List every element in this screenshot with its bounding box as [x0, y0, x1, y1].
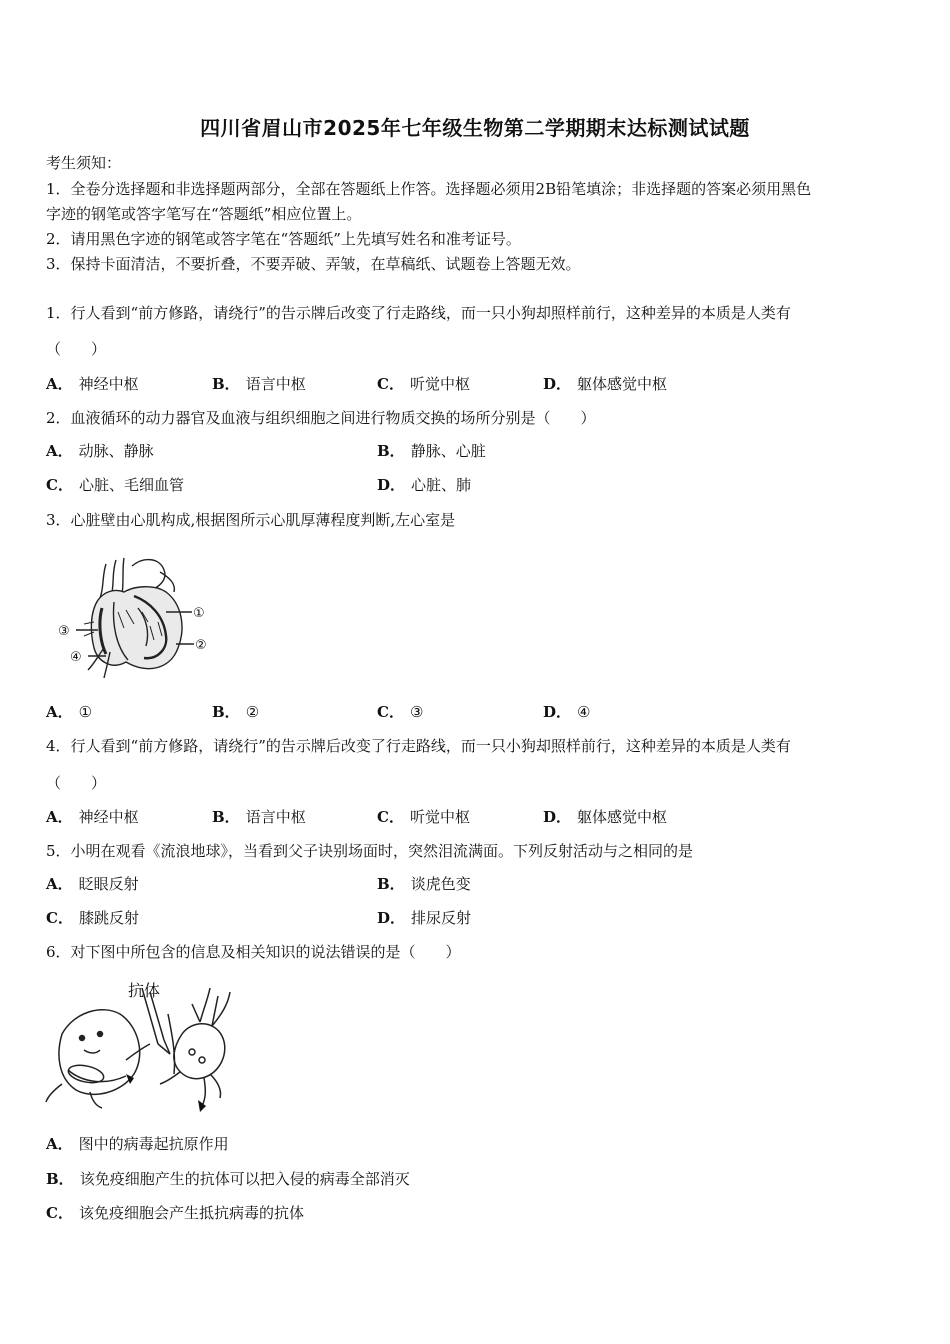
option-letter: C． [377, 808, 404, 826]
figure-label: ③ [58, 624, 70, 639]
option-letter: C． [46, 1204, 73, 1222]
question-stem: 1．行人看到“前方修路，请绕行”的告示牌后改变了行走路线，而一只小狗却照样前行，这种差异的本质是人类有 [46, 304, 791, 322]
option-letter: D． [377, 476, 406, 494]
notice-line: 2．请用黑色字迹的钢笔或答字笔在“答题纸”上先填写姓名和准考证号。 [46, 230, 521, 248]
question-stem: 2．血液循环的动力器官及血液与组织细胞之间进行物质交换的场所分别是（ ） [46, 409, 596, 427]
question-bracket: （ ） [46, 774, 107, 792]
option-text: 心脏、毛细血管 [78, 476, 184, 494]
option-d [377, 474, 471, 495]
question-stem: 4．行人看到“前方修路，请绕行”的告示牌后改变了行走路线，而一只小狗却照样前行，这种差异的本质是人类有 [46, 737, 791, 755]
option-letter: D． [377, 909, 406, 927]
option-a [46, 701, 92, 722]
option-c [377, 373, 470, 394]
notice-line: 3．保持卡面清洁，不要折叠，不要弄破、弄皱，在草稿纸、试题卷上答题无效。 [46, 255, 581, 273]
option-letter: C． [377, 375, 404, 393]
option-text: 躯体感觉中枢 [577, 808, 668, 826]
option-a [46, 806, 139, 827]
option-text: 躯体感觉中枢 [577, 375, 668, 393]
option-c [46, 1202, 304, 1223]
option-a [46, 373, 139, 394]
option-d [377, 907, 471, 928]
question-stem: 6．对下图中所包含的信息及相关知识的说法错误的是（ ） [46, 943, 461, 961]
option-text: 神经中枢 [78, 808, 139, 826]
option-text: 心脏、肺 [411, 476, 472, 494]
option-letter: B． [212, 703, 240, 721]
option-letter: A． [46, 808, 73, 826]
option-letter: B． [46, 1170, 74, 1188]
option-letter: B． [212, 375, 240, 393]
option-letter: C． [46, 476, 73, 494]
antibody-virus-diagram [42, 974, 242, 1114]
option-letter: D． [543, 375, 572, 393]
option-a [46, 1133, 229, 1154]
option-text: ④ [577, 703, 591, 721]
option-text: 听觉中枢 [409, 808, 470, 826]
question-stem: 5．小明在观看《流浪地球》，当看到父子诀别场面时，突然泪流满面。下列反射活动与之相同的是 [46, 842, 694, 860]
option-letter: A． [46, 703, 73, 721]
option-text: 听觉中枢 [409, 375, 470, 393]
option-text: ③ [409, 703, 424, 721]
option-d [543, 806, 667, 827]
option-d [543, 701, 590, 722]
option-text: 排尿反射 [411, 909, 472, 927]
question-bracket: （ ） [46, 340, 107, 358]
notice-heading: 考生须知： [46, 154, 122, 172]
option-c [377, 701, 423, 722]
notice-line: 1．全卷分选择题和非选择题两部分，全部在答题纸上作答。选择题必须用2B铅笔填涂；非选择题的答案必须用黑色 [46, 180, 812, 198]
option-letter: D． [543, 703, 572, 721]
option-text: 语言中枢 [245, 808, 306, 826]
option-text: ① [78, 703, 93, 721]
figure-label: ① [193, 606, 205, 621]
figure-label: 抗体 [128, 981, 161, 1000]
option-letter: A． [46, 375, 73, 393]
option-text: 该免疫细胞产生的抗体可以把入侵的病毒全部消灭 [79, 1170, 410, 1188]
option-text: 静脉、心脏 [410, 442, 486, 460]
option-text: ② [245, 703, 260, 721]
option-letter: A． [46, 875, 73, 893]
option-b [377, 440, 486, 461]
option-text: 动脉、静脉 [78, 442, 154, 460]
option-b [377, 873, 471, 894]
option-a [46, 440, 154, 461]
option-text: 神经中枢 [78, 375, 139, 393]
question-stem: 3．心脏壁由心肌构成,根据图所示心肌厚薄程度判断,左心室是 [46, 511, 456, 529]
heart-diagram [54, 552, 224, 682]
option-b [212, 373, 306, 394]
option-text: 该免疫细胞会产生抵抗病毒的抗体 [78, 1204, 304, 1222]
option-text: 图中的病毒起抗原作用 [78, 1135, 229, 1153]
option-letter: B． [377, 442, 405, 460]
option-b [212, 806, 306, 827]
option-a [46, 873, 139, 894]
page-title: 四川省眉山市2025年七年级生物第二学期期末达标测试试题 [200, 116, 750, 140]
option-letter: C． [377, 703, 404, 721]
option-d [543, 373, 667, 394]
option-text: 眨眼反射 [78, 875, 139, 893]
option-letter: A． [46, 1135, 73, 1153]
figure-label: ② [195, 638, 207, 653]
option-c [46, 474, 184, 495]
option-letter: B． [212, 808, 240, 826]
option-text: 语言中枢 [245, 375, 306, 393]
figure-label: ④ [70, 650, 82, 665]
option-c [46, 907, 139, 928]
option-letter: C． [46, 909, 73, 927]
option-c [377, 806, 470, 827]
option-b [46, 1168, 410, 1189]
option-b [212, 701, 259, 722]
option-letter: D． [543, 808, 572, 826]
option-text: 谈虎色变 [410, 875, 471, 893]
option-letter: A． [46, 442, 73, 460]
option-letter: B． [377, 875, 405, 893]
notice-line: 字迹的钢笔或答字笔写在“答题纸”相应位置上。 [46, 205, 362, 223]
option-text: 膝跳反射 [78, 909, 139, 927]
